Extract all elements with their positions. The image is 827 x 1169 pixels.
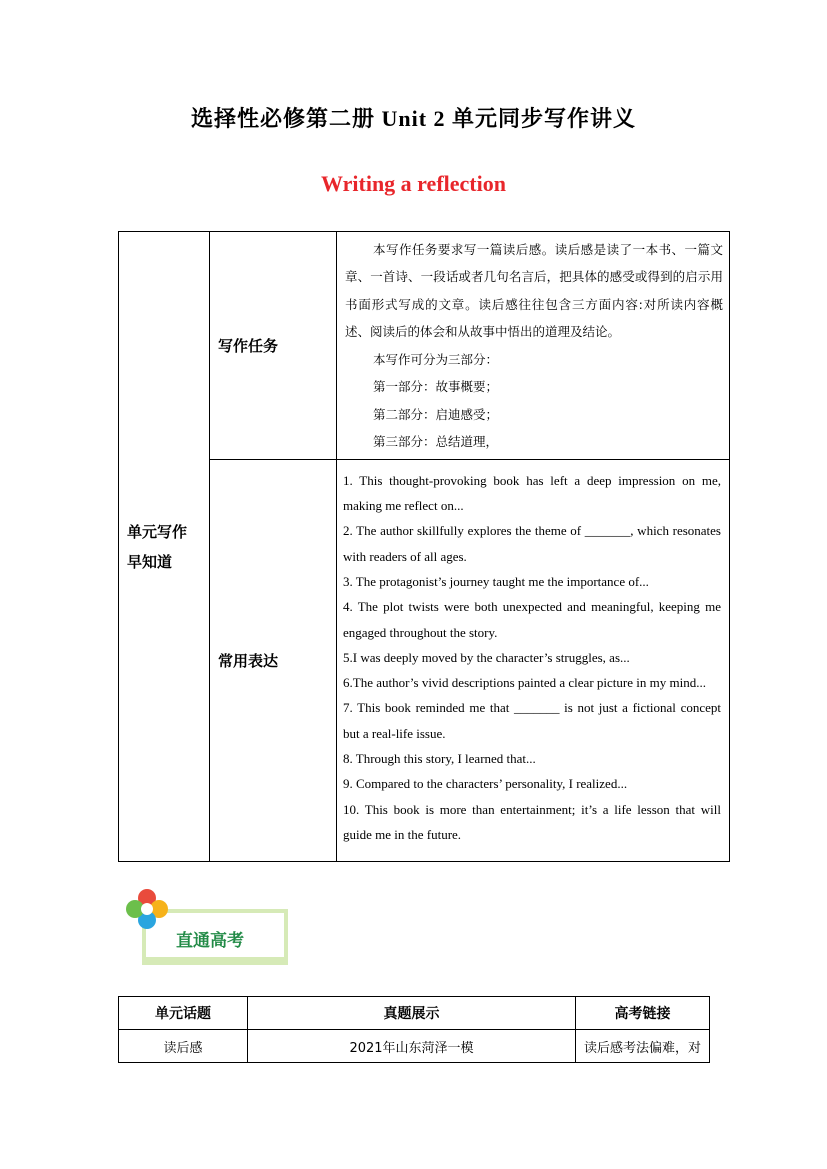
flower-center	[141, 903, 153, 915]
section-label-line2: 早知道	[127, 552, 173, 571]
expression-content	[337, 460, 730, 862]
expression-item: 6.The author’s vivid descriptions painted a clear picture in my mind...	[343, 675, 706, 691]
banner-text: 直通高考	[176, 931, 244, 951]
task-paragraph: 本写作任务要求写一篇读后感。读后感是读了一本书、一篇文章、一首诗、一段话或者几句名言后，把具体的感受或得到的启示用书面形式写成的文章。读后感往往包含三方面内容:对所读内容概述、阅读后的体会和从故事中悟出的道理及结论。	[345, 241, 723, 339]
task-label: 写作任务	[210, 232, 337, 460]
header-topic: 单元话题	[119, 997, 248, 1030]
expression-item: 9. Compared to the characters’ personality, I realized...	[343, 776, 628, 792]
expression-label: 常用表达	[210, 460, 337, 862]
task-paragraph: 第一部分：故事概要；	[373, 379, 499, 394]
cell-topic: 读后感	[119, 1030, 248, 1063]
exam-link-table	[118, 996, 710, 1063]
page-subtitle: Writing a reflection	[321, 171, 506, 196]
header-link: 高考链接	[576, 997, 710, 1030]
task-content	[337, 232, 730, 460]
cell-link: 读后感考法偏难，对	[576, 1030, 710, 1063]
writing-guide-table	[118, 231, 730, 862]
expression-item: 5.I was deeply moved by the character’s struggles, as...	[343, 649, 630, 665]
cell-exam: 2021年山东菏泽一模	[248, 1030, 576, 1063]
flower-icon	[124, 889, 170, 935]
task-paragraph: 第二部分：启迪感受；	[373, 406, 499, 422]
expression-item: 7. This book reminded me that _______ is not just a fictional concept but a real-life issue.	[343, 700, 721, 741]
expression-item: 3. The protagonist’s journey taught me the importance of...	[343, 573, 649, 589]
page-title: 选择性必修第二册 Unit 2 单元同步写作讲义	[190, 106, 637, 131]
expression-item: 2. The author skillfully explores the theme of _______, which resonates with readers of all ages.	[343, 523, 721, 564]
expression-item: 8. Through this story, I learned that...	[343, 751, 536, 767]
header-exam: 真题展示	[248, 997, 576, 1030]
task-paragraph: 本写作可分为三部分：	[373, 351, 499, 367]
expression-item: 10. This book is more than entertainment; it’s a life lesson that will guide me in the future.	[343, 801, 721, 842]
section-label-line1: 单元写作	[127, 522, 188, 541]
expression-item: 4. The plot twists were both unexpected and meaningful, keeping me engaged throughout the story.	[343, 599, 721, 640]
expression-item: 1. This thought-provoking book has left a deep impression on me, making me reflect on...	[343, 472, 721, 514]
exam-banner	[124, 889, 296, 969]
section-label-cell	[119, 232, 210, 862]
task-paragraph: 第三部分：总结道理，	[373, 434, 499, 449]
